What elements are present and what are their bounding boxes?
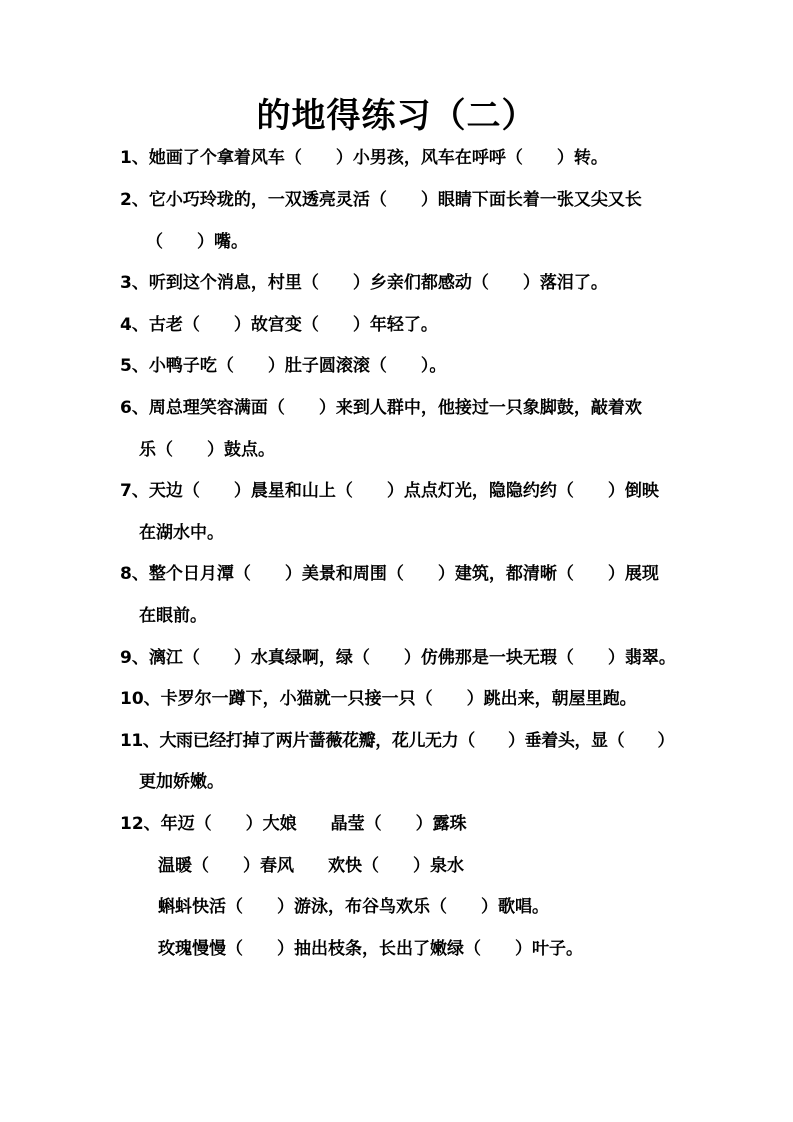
exercise-line-6-continued: 乐（ ）鼓点。 xyxy=(139,440,275,460)
page-title: 的地得练习（二） xyxy=(256,96,537,136)
exercise-line-3: 3、听到这个消息，村里（ ）乡亲们都感动（ ）落泪了。 xyxy=(120,273,608,293)
exercise-line-10: 10、卡罗尔一蹲下，小猫就一只接一只（ ）跳出来，朝屋里跑。 xyxy=(120,689,637,709)
exercise-line-2: 2、它小巧玲珑的，一双透亮灵活（ ）眼睛下面长着一张又尖又长 xyxy=(120,190,642,210)
exercise-line-8-continued: 在眼前。 xyxy=(139,606,207,626)
exercise-line-1: 1、她画了个拿着风车（ ）小男孩，风车在呼呼（ ）转。 xyxy=(120,148,608,168)
exercise-line-12-row-2: 温暖（ ）春风 欢快（ ）泉水 xyxy=(158,856,464,876)
exercise-line-5: 5、小鸭子吃（ ）肚子圆滚滚（ ）。 xyxy=(120,356,447,376)
exercise-line-7-continued: 在湖水中。 xyxy=(139,523,224,543)
exercise-line-9: 9、漓江（ ）水真绿啊，绿（ ）仿佛那是一块无瑕（ ）翡翠。 xyxy=(120,648,676,668)
exercise-line-11: 11、大雨已经打掉了两片蔷薇花瓣，花儿无力（ ）垂着头，显（ ） xyxy=(120,731,675,751)
exercise-line-11-continued: 更加娇嫩。 xyxy=(139,772,224,792)
exercise-line-12-row-4: 玫瑰慢慢（ ）抽出枝条，长出了嫩绿（ ）叶子。 xyxy=(158,939,583,959)
exercise-line-6: 6、周总理笑容满面（ ）来到人群中，他接过一只象脚鼓，敲着欢 xyxy=(120,398,642,418)
exercise-line-12-row-3: 蝌蚪快活（ ）游泳，布谷鸟欢乐（ ）歌唱。 xyxy=(158,897,549,917)
exercise-line-4: 4、古老（ ）故宫变（ ）年轻了。 xyxy=(120,315,438,335)
exercise-line-8: 8、整个日月潭（ ）美景和周围（ ）建筑，都清晰（ ）展现 xyxy=(120,564,659,584)
exercise-line-7: 7、天边（ ）晨星和山上（ ）点点灯光，隐隐约约（ ）倒映 xyxy=(120,481,659,501)
exercise-line-12: 12、年迈（ ）大娘 晶莹（ ）露珠 xyxy=(120,814,467,834)
exercise-line-2-continued: （ ）嘴。 xyxy=(146,232,248,252)
